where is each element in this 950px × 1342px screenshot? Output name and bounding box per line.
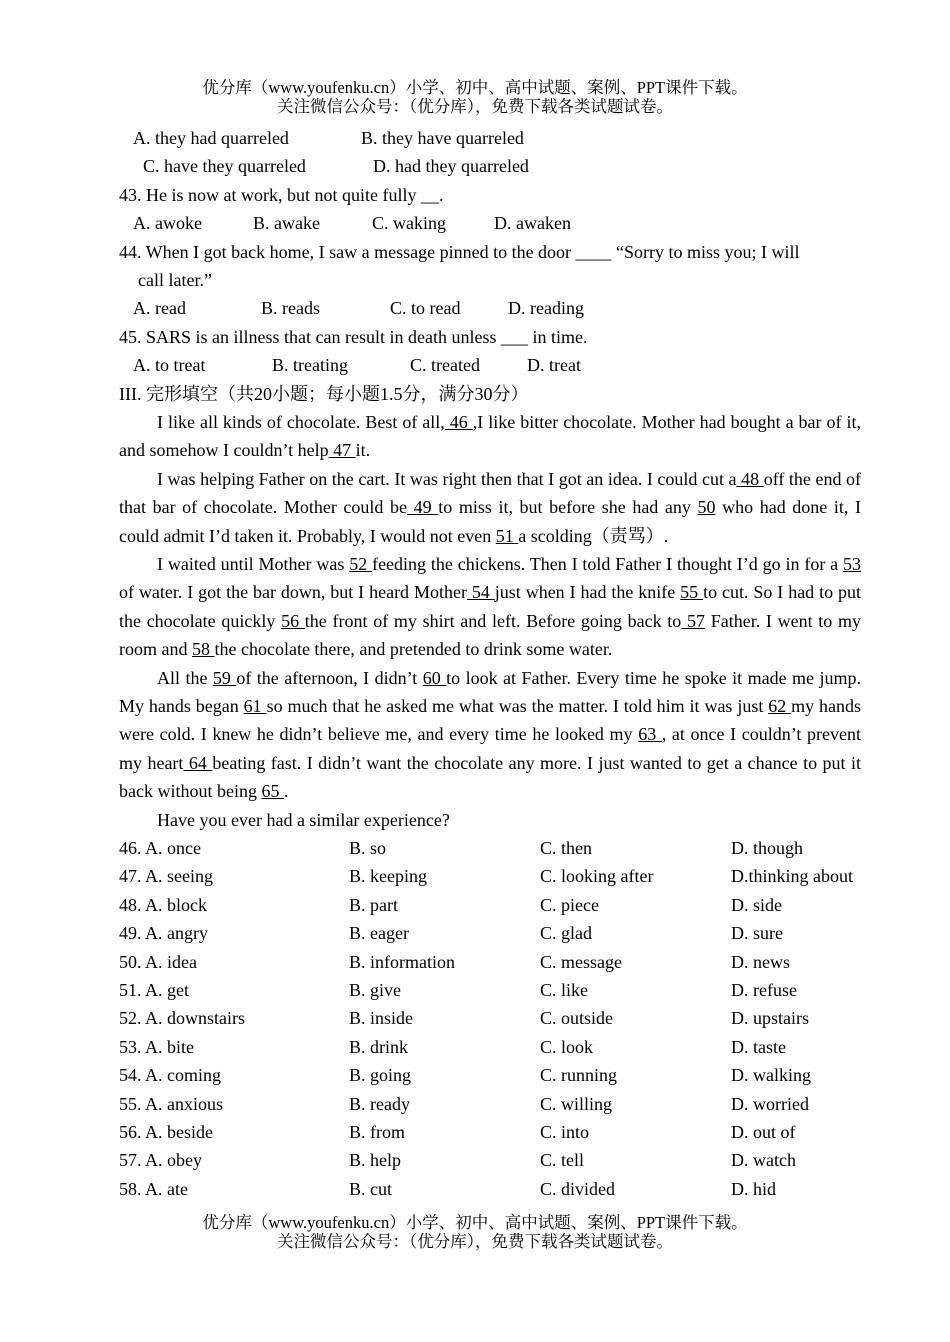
exam-content bbox=[119, 124, 861, 1203]
option-51-d: D. refuse bbox=[731, 979, 797, 1000]
option-47-b: B. keeping bbox=[349, 866, 427, 887]
option-56-b: B. from bbox=[349, 1121, 405, 1142]
option-53-d: D. taste bbox=[731, 1036, 786, 1057]
passage-paragraph-2: I was helping Father on the cart. It was right then that I got an idea. I could cut a 48 off the end of that bar of chocolate. Mother could be 49 to miss it, but before she had any 50 who had done it, I could admit I’d taken it. Probably, I would not even 51 a scolding（责骂）. bbox=[119, 468, 862, 546]
blank-50: 50 bbox=[697, 497, 716, 518]
blank-63: 63 bbox=[638, 724, 662, 745]
q42-option-c: C. have they quarreled bbox=[143, 156, 306, 177]
blank-62: 62 bbox=[768, 695, 792, 716]
option-47-c: C. looking after bbox=[540, 866, 654, 887]
q43-option-d: D. awaken bbox=[494, 213, 571, 234]
blank-49: 49 bbox=[407, 497, 439, 518]
header-line-1: 优分库（www.youfenku.cn）小学、初中、高中试题、案例、PPT课件下载。 bbox=[202, 78, 748, 97]
blank-60: 60 bbox=[422, 667, 447, 688]
option-49-c: C. glad bbox=[540, 923, 592, 944]
option-48-d: D. side bbox=[731, 894, 782, 915]
option-49-a: 49. A. angry bbox=[119, 923, 208, 944]
option-48-a: 48. A. block bbox=[119, 894, 207, 915]
blank-53: 53 bbox=[843, 553, 862, 574]
option-46-b: B. so bbox=[349, 837, 387, 858]
footer-line-2: 关注微信公众号：（优分库），免费下载各类试题试卷。 bbox=[277, 1232, 673, 1251]
option-55-b: B. ready bbox=[349, 1093, 410, 1114]
option-58-d: D. hid bbox=[731, 1178, 776, 1199]
option-53-a: 53. A. bite bbox=[119, 1036, 194, 1057]
q42-option-d: D. had they quarreled bbox=[373, 156, 529, 177]
option-51-a: 51. A. get bbox=[119, 979, 189, 1000]
option-55-a: 55. A. anxious bbox=[119, 1093, 224, 1114]
q44-option-a: A. read bbox=[133, 298, 186, 319]
option-47-d: D.thinking about bbox=[731, 866, 853, 887]
option-55-c: C. willing bbox=[540, 1093, 613, 1114]
page-header bbox=[0, 78, 950, 116]
option-47-a: 47. A. seeing bbox=[119, 866, 213, 887]
passage-paragraph-4: All the 59 of the afternoon, I didn’t 60 to look at Father. Every time he spoke it made me jump. My hands began 61 so much that he asked me what was the matter. I told him it was just 62 my hands were cold. I knew he didn’t believe me, and every time he looked my 63 , at once I couldn’t prevent my heart 64 beating fast. I didn’t want the chocolate any more. I just wanted to get a chance to put it back without being 65 . bbox=[119, 667, 862, 802]
passage-paragraph-5: Have you ever had a similar experience? bbox=[157, 809, 450, 830]
blank-57: 57 bbox=[681, 610, 705, 631]
option-57-c: C. tell bbox=[540, 1150, 584, 1171]
option-54-c: C. running bbox=[540, 1065, 618, 1086]
option-48-b: B. part bbox=[349, 894, 398, 915]
option-50-c: C. message bbox=[540, 951, 622, 972]
q45-option-c: C. treated bbox=[410, 355, 480, 376]
option-56-a: 56. A. beside bbox=[119, 1121, 213, 1142]
blank-54: 54 bbox=[466, 582, 495, 603]
option-58-c: C. divided bbox=[540, 1178, 615, 1199]
blank-59: 59 bbox=[212, 667, 237, 688]
q43-option-c: C. waking bbox=[372, 213, 446, 234]
q44-option-c: C. to read bbox=[390, 298, 461, 319]
page-footer bbox=[0, 1213, 950, 1251]
option-52-d: D. upstairs bbox=[731, 1008, 809, 1029]
option-57-b: B. help bbox=[349, 1150, 401, 1171]
footer-line-1: 优分库（www.youfenku.cn）小学、初中、高中试题、案例、PPT课件下载。 bbox=[202, 1213, 748, 1232]
option-56-d: D. out of bbox=[731, 1121, 796, 1142]
option-57-d: D. watch bbox=[731, 1150, 796, 1171]
option-53-c: C. look bbox=[540, 1036, 594, 1057]
option-58-a: 58. A. ate bbox=[119, 1178, 188, 1199]
blank-55: 55 bbox=[680, 582, 704, 603]
q44-options bbox=[119, 294, 861, 322]
option-49-b: B. eager bbox=[349, 923, 409, 944]
blank-47: 47 bbox=[328, 440, 356, 461]
q44-stem-line1: 44. When I got back home, I saw a message pinned to the door ____ “Sorry to miss you; I will bbox=[119, 241, 800, 262]
option-54-a: 54. A. coming bbox=[119, 1065, 221, 1086]
passage-paragraph-3: I waited until Mother was 52 feeding the chickens. Then I told Father I thought I’d go in for a 53 of water. I got the bar down, but I heard Mother 54 just when I had the knife 55 to cut. So I had to put the chocolate quickly 56 the front of my shirt and left. Before going back to 57 Father. I went to my room and 58 the chocolate there, and pretended to drink some water. bbox=[119, 553, 862, 660]
passage-paragraph-1: I like all kinds of chocolate. Best of all, 46 ,I like bitter chocolate. Mother had bought a bar of it, and somehow I couldn’t help 47 it. bbox=[119, 411, 861, 461]
blank-64: 64 bbox=[183, 752, 213, 773]
blank-56: 56 bbox=[281, 610, 305, 631]
q43-stem: 43. He is now at work, but not quite fully __. bbox=[119, 184, 444, 205]
option-50-a: 50. A. idea bbox=[119, 951, 197, 972]
option-54-d: D. walking bbox=[731, 1065, 811, 1086]
blank-48: 48 bbox=[736, 468, 764, 489]
option-46-a: 46. A. once bbox=[119, 837, 201, 858]
blank-61: 61 bbox=[243, 695, 267, 716]
option-46-d: D. though bbox=[731, 837, 803, 858]
option-50-d: D. news bbox=[731, 951, 790, 972]
option-56-c: C. into bbox=[540, 1121, 590, 1142]
blank-46: 46 bbox=[444, 411, 473, 432]
q45-option-a: A. to treat bbox=[133, 355, 206, 376]
blank-51: 51 bbox=[495, 525, 519, 546]
q44-option-b: B. reads bbox=[261, 298, 320, 319]
q42-option-b: B. they have quarreled bbox=[361, 128, 524, 148]
option-52-a: 52. A. downstairs bbox=[119, 1008, 245, 1029]
option-53-b: B. drink bbox=[349, 1036, 409, 1057]
blank-52: 52 bbox=[349, 553, 373, 574]
option-57-a: 57. A. obey bbox=[119, 1150, 202, 1171]
q45-option-d: D. treat bbox=[527, 355, 581, 376]
option-46-c: C. then bbox=[540, 837, 592, 858]
option-58-b: B. cut bbox=[349, 1178, 392, 1199]
option-51-b: B. give bbox=[349, 979, 401, 1000]
cloze-options-table bbox=[119, 834, 861, 1203]
blank-65: 65 bbox=[261, 781, 284, 802]
q45-option-b: B. treating bbox=[272, 355, 348, 376]
option-51-c: C. like bbox=[540, 979, 588, 1000]
option-52-b: B. inside bbox=[349, 1008, 414, 1029]
option-48-c: C. piece bbox=[540, 894, 599, 915]
q45-stem: 45. SARS is an illness that can result in death unless ___ in time. bbox=[119, 326, 588, 347]
q42-options-row2 bbox=[119, 152, 861, 180]
blank-58: 58 bbox=[191, 639, 215, 660]
q42-option-a: A. they had quarreled bbox=[133, 128, 289, 148]
option-55-d: D. worried bbox=[731, 1093, 809, 1114]
header-line-2: 关注微信公众号：（优分库），免费下载各类试题试卷。 bbox=[277, 97, 673, 116]
option-52-c: C. outside bbox=[540, 1008, 614, 1029]
q43-options bbox=[119, 209, 861, 237]
q44-stem-line2: call later.” bbox=[138, 269, 212, 290]
q45-options bbox=[119, 351, 861, 379]
option-49-d: D. sure bbox=[731, 923, 783, 944]
option-54-b: B. going bbox=[349, 1065, 412, 1086]
section-title: III. 完形填空（共20小题；每小题1.5分，满分30分） bbox=[119, 383, 529, 404]
option-50-b: B. information bbox=[349, 951, 455, 972]
q42-options-row1 bbox=[119, 124, 861, 152]
q43-option-b: B. awake bbox=[253, 213, 320, 234]
q43-option-a: A. awoke bbox=[133, 213, 202, 234]
q44-option-d: D. reading bbox=[508, 298, 584, 319]
